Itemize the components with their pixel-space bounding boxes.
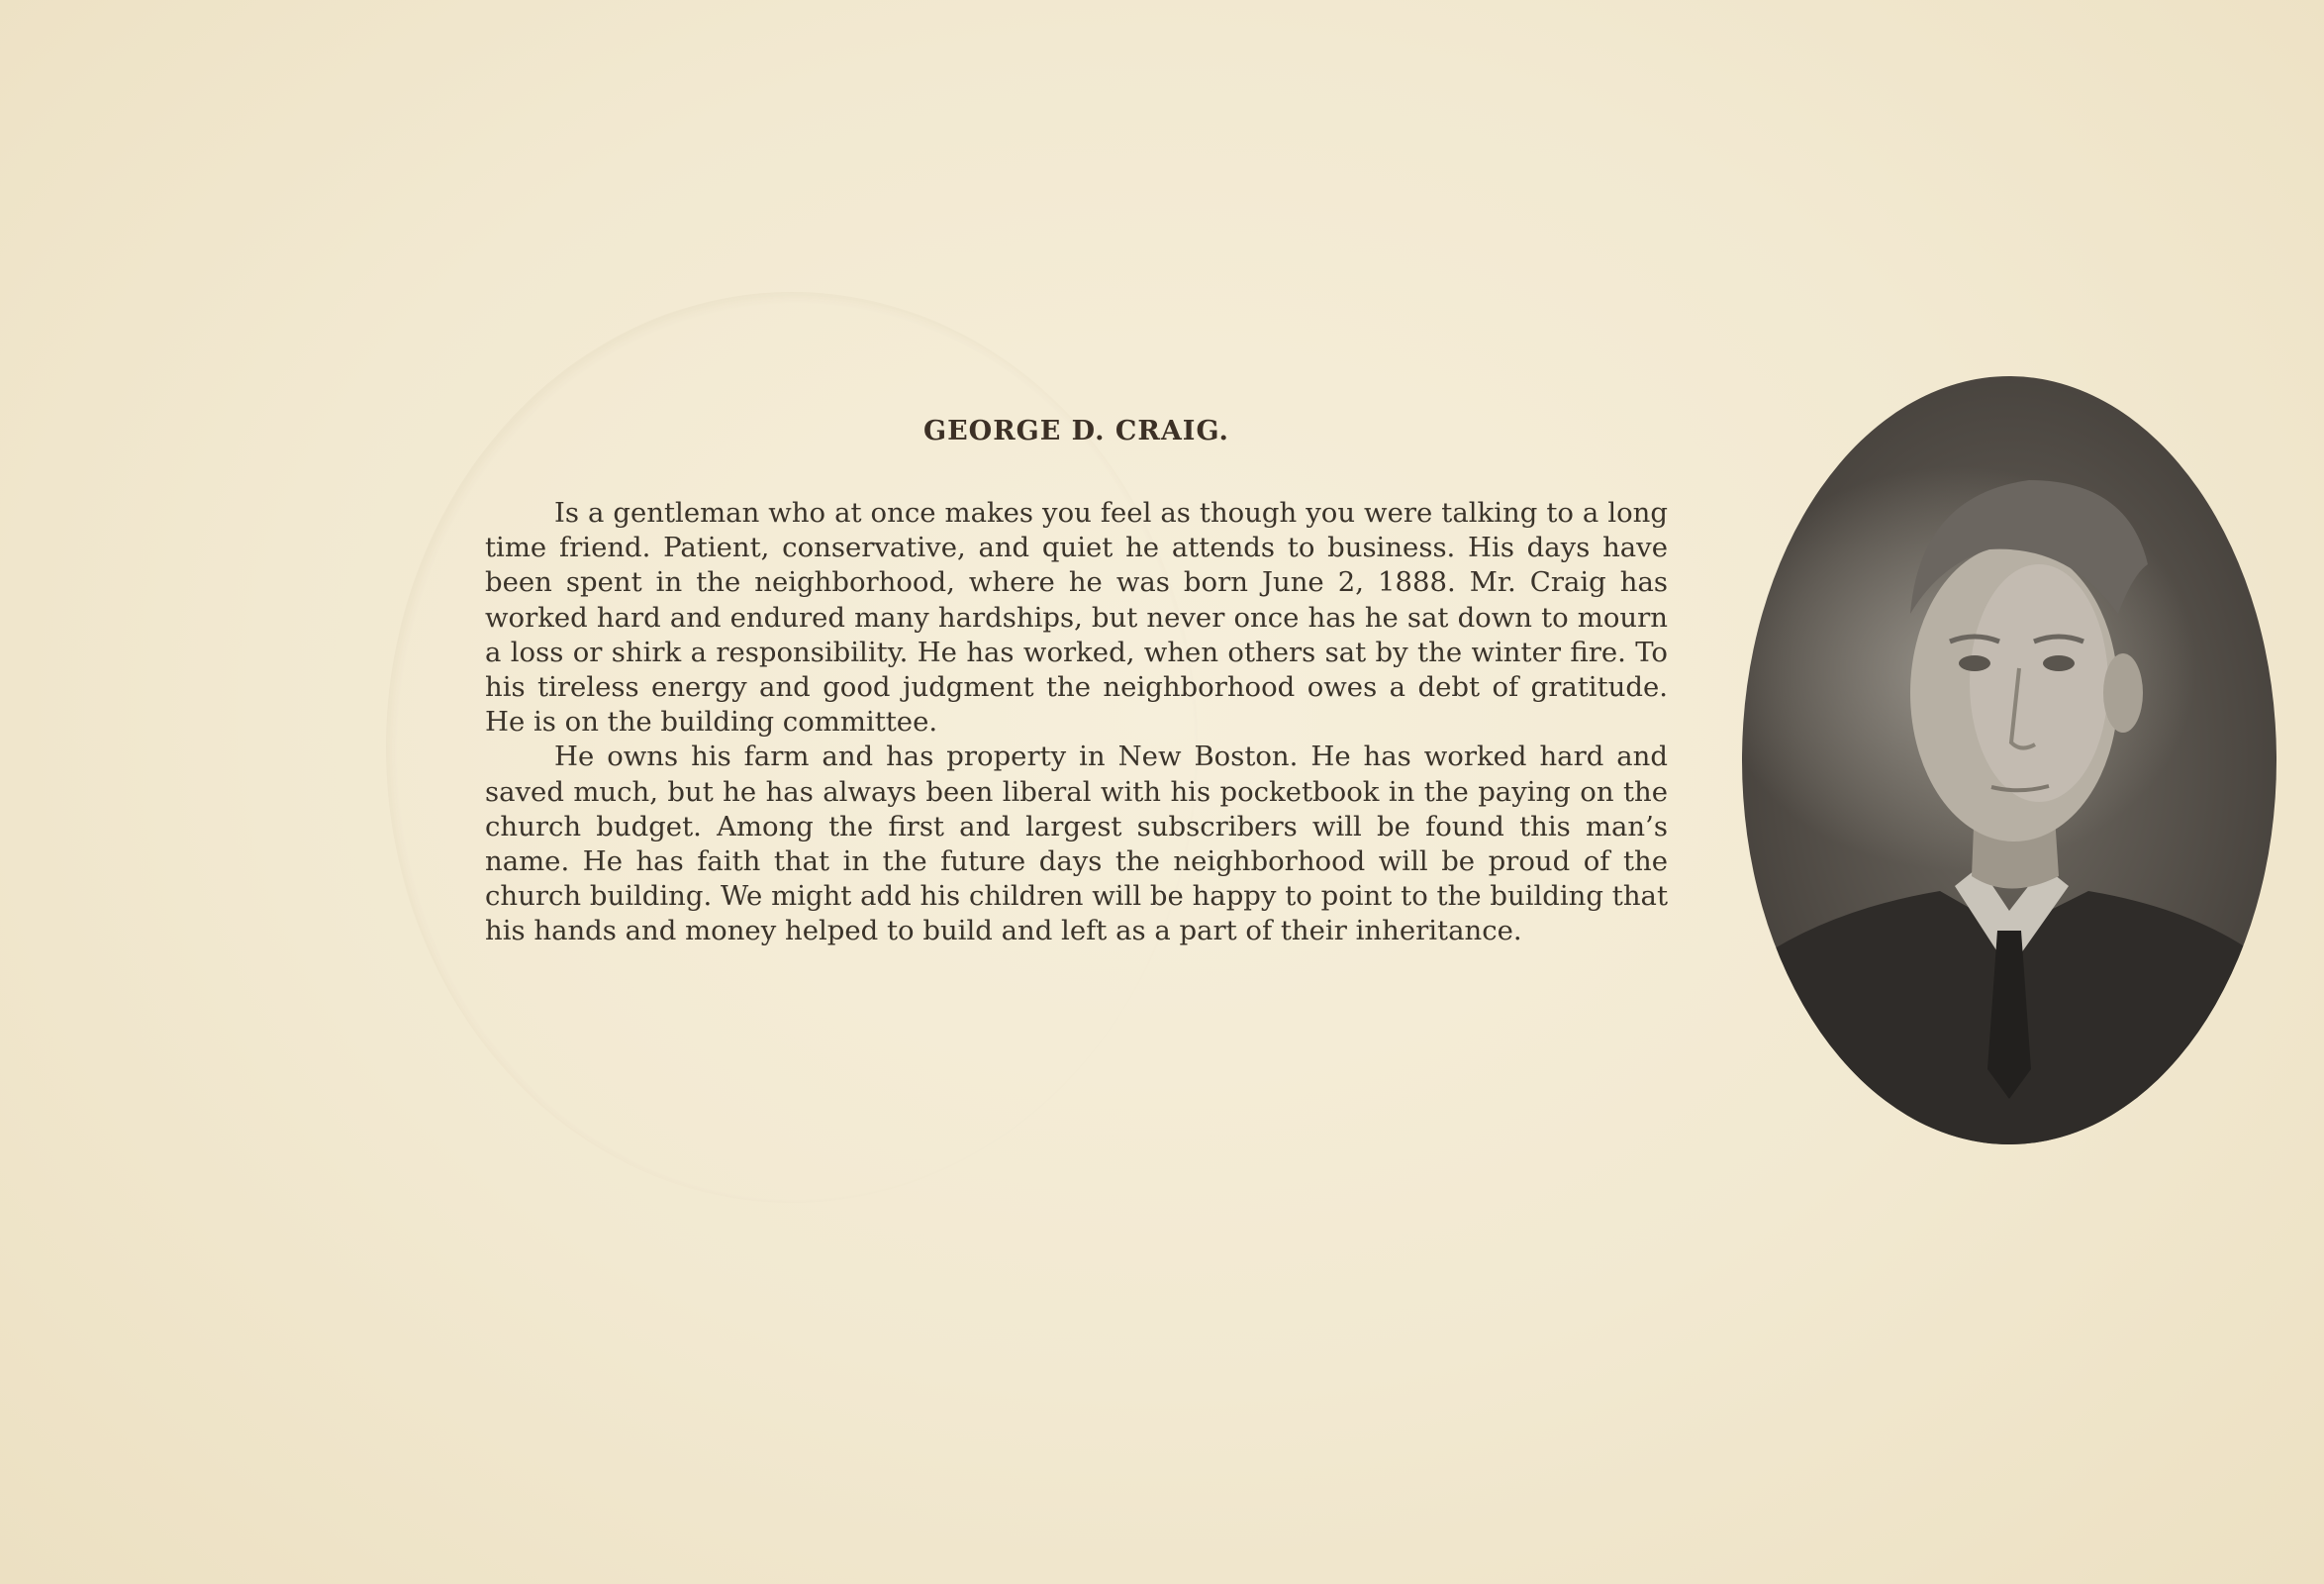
paragraph-2: He owns his farm and has property in New Boston. He has worked hard and saved much, but he has always been liberal with his pocketbook in the paying on the church budget. Among the first and largest subscribers will be found this man’s name. He has faith that in the future days the neighborhood will be proud of the church building. We might add his children will be happy to point to the building that his hands and money helped to build and left as a part of their inheritance. (485, 741, 1668, 947)
portrait-photo-icon (1742, 376, 2276, 1144)
portrait-photo (1742, 376, 2276, 1144)
page-title: GEORGE D. CRAIG. (923, 416, 1229, 446)
biography-article (485, 416, 1668, 949)
paragraph-1: Is a gentleman who at once makes you feel as though you were talking to a long time friend. Patient, conservative, and quiet he attends to business. His days have been spent in the neighborhood, where he was born June 2, 1888. Mr. Craig has worked hard and endured many hardships, but never once has he sat down to mourn a loss or shirk a responsibility. He has worked, when others sat by the winter fire. To his tireless energy and good judgment the neighborhood owes a debt of gratitude. He is on the building committee. (485, 497, 1668, 739)
